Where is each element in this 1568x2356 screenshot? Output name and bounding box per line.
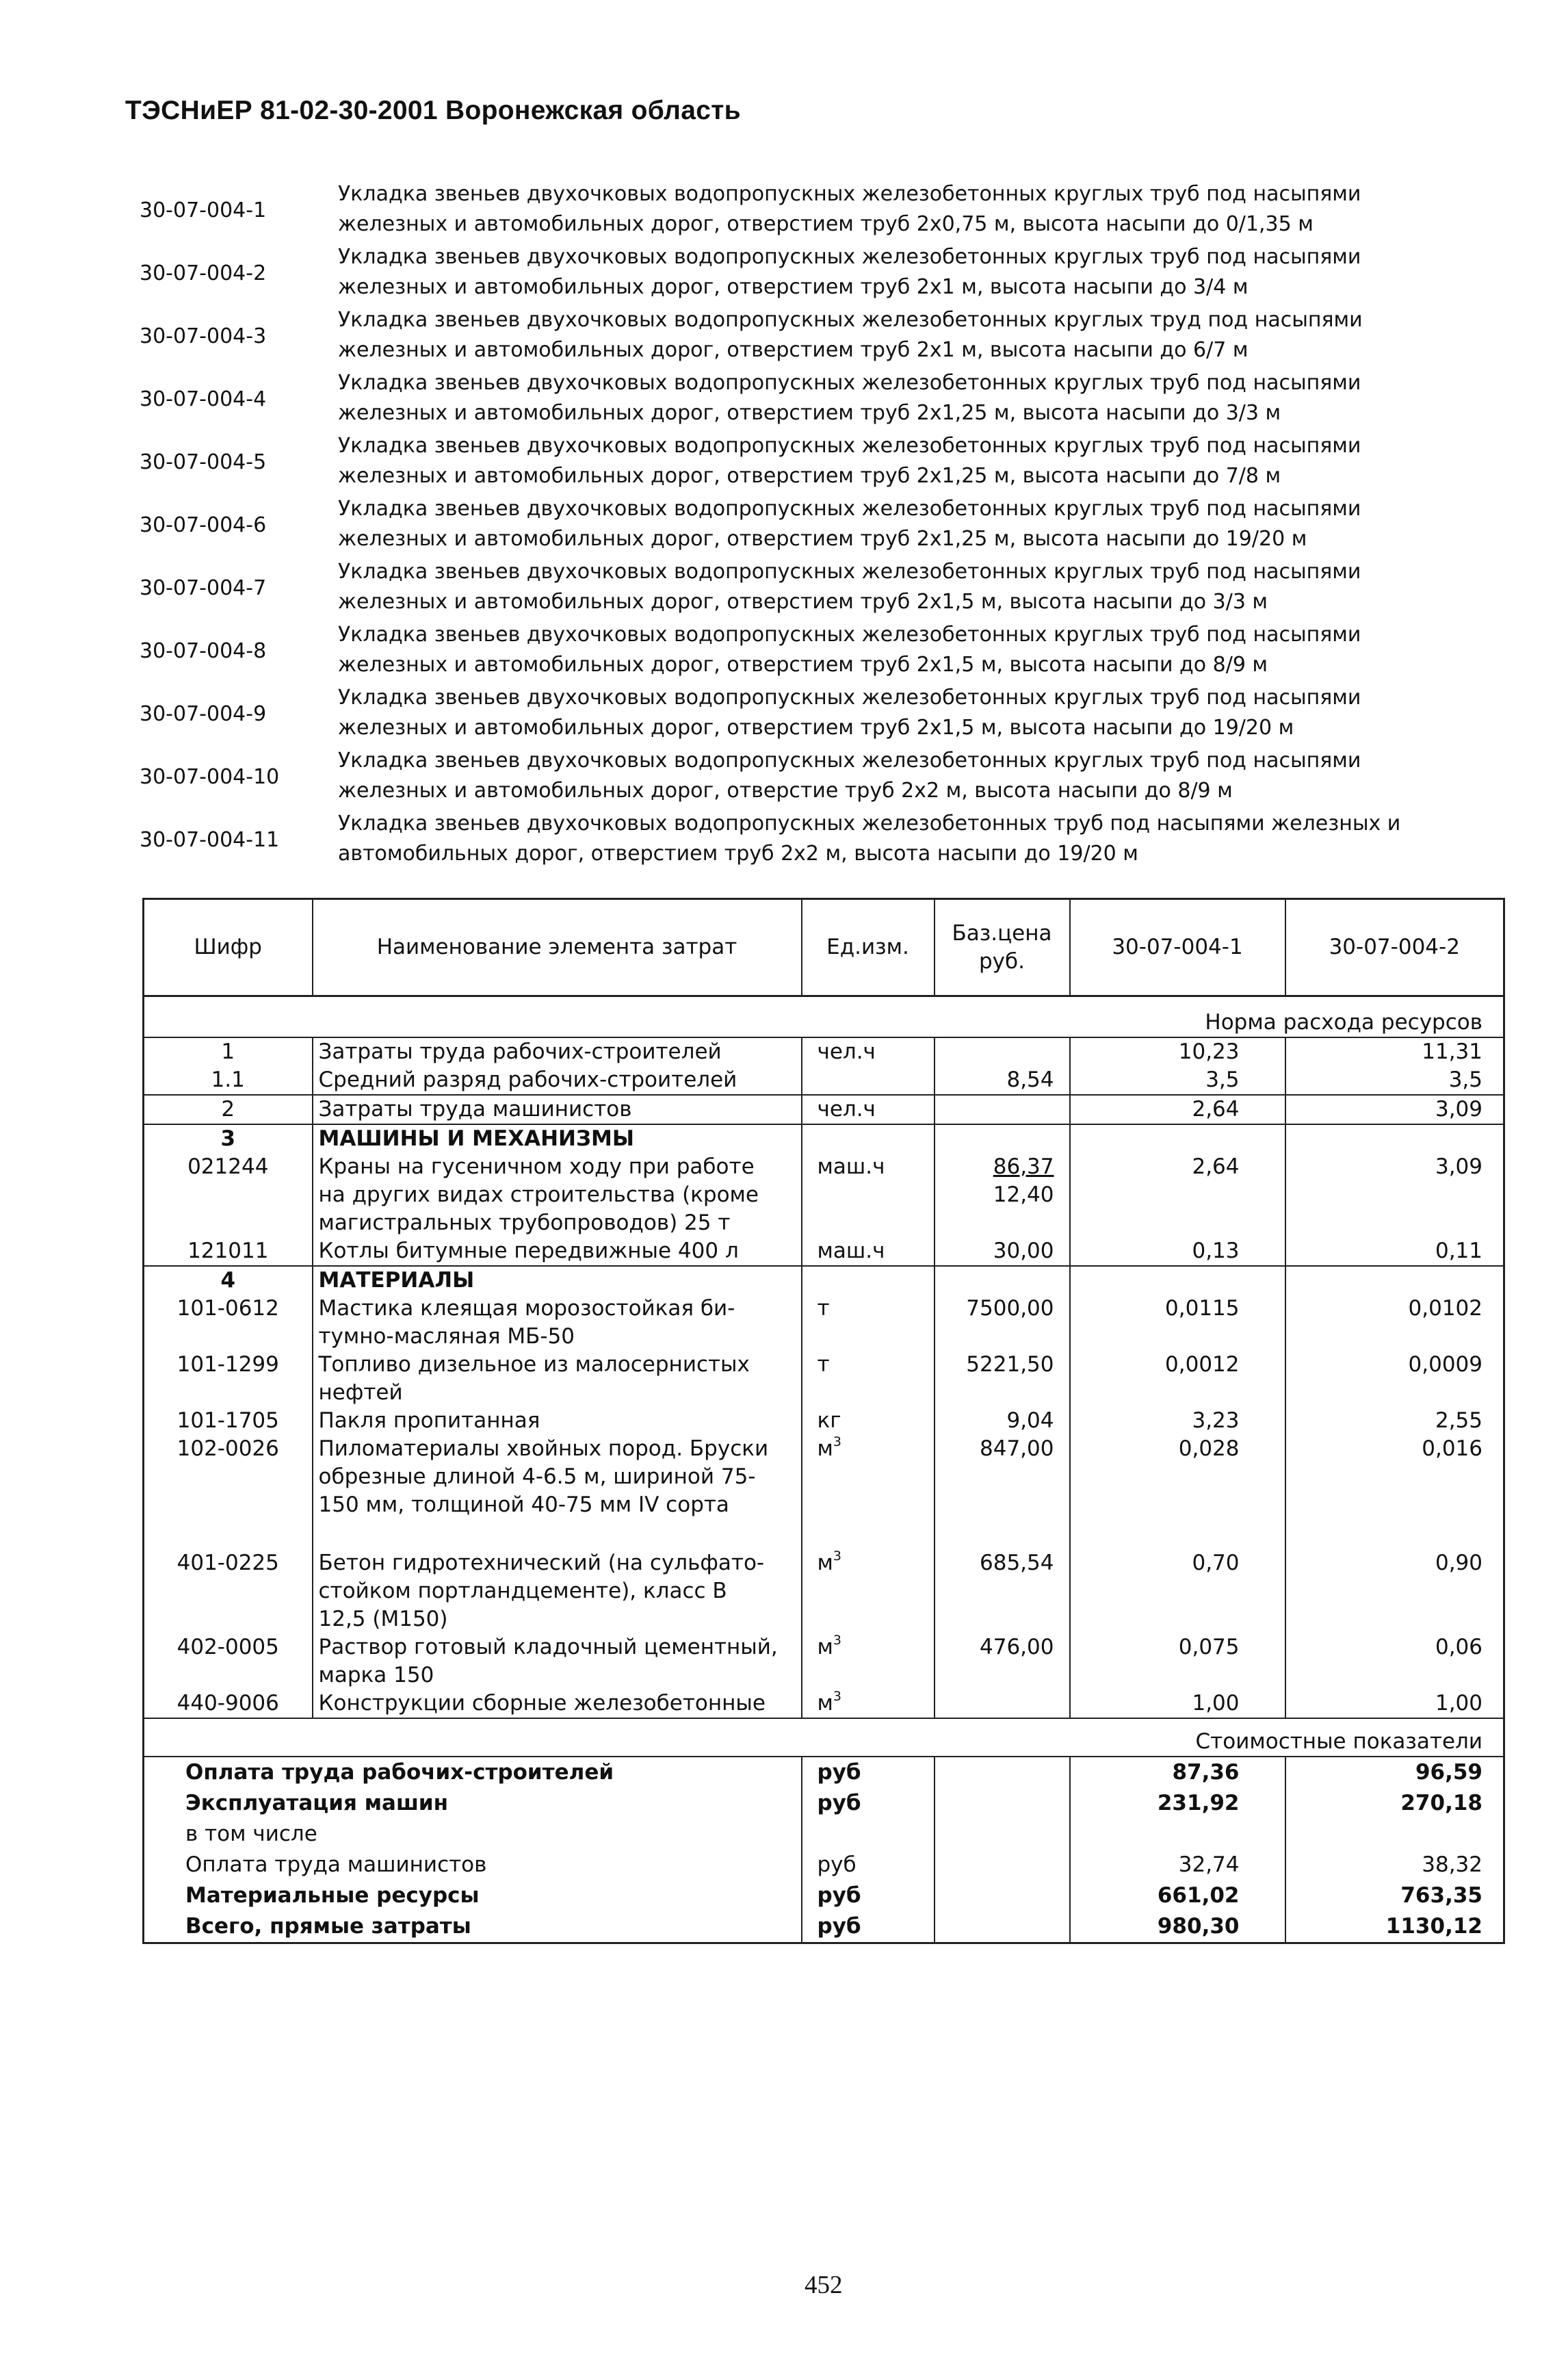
table-row (144, 1237, 1504, 1266)
row-name (313, 1295, 802, 1351)
row-value-col2 (1285, 1266, 1504, 1295)
unit-superscript: 3 (833, 1434, 841, 1450)
row-unit-cell (802, 1351, 935, 1407)
row-name-line: Краны на гусеничном ходу при работе (318, 1154, 755, 1179)
header-price-line1: Баз.цена (952, 920, 1052, 946)
cost-value-col1: 87,36 (1070, 1757, 1285, 1788)
row-value-col1: 0,70 (1070, 1549, 1285, 1633)
cost-row (144, 1911, 1504, 1943)
cost-value-col2: 96,59 (1285, 1757, 1504, 1788)
row-unit: чел.ч (817, 1096, 876, 1122)
code-entry (140, 242, 1508, 305)
row-code: 4 (144, 1266, 313, 1295)
code-description (338, 683, 1508, 746)
table-row (144, 1633, 1504, 1690)
table-row (144, 1153, 1504, 1237)
cost-unit: руб (802, 1788, 935, 1819)
row-price-line: 9,04 (1006, 1408, 1054, 1433)
unit-superscript: 3 (833, 1689, 841, 1705)
row-name-line: на других видах строительства (кроме (318, 1182, 759, 1207)
code-entry (140, 557, 1508, 620)
code-entry (140, 620, 1508, 683)
row-value-col2: 0,11 (1285, 1237, 1504, 1266)
row-value-col2: 0,90 (1285, 1549, 1504, 1633)
row-code: 102-0026 (144, 1435, 313, 1549)
code-entry (140, 809, 1508, 872)
header-price (935, 899, 1070, 996)
code-description (338, 305, 1508, 368)
row-unit-cell (802, 1066, 935, 1095)
cost-row (144, 1788, 1504, 1819)
row-code: 1.1 (144, 1066, 313, 1095)
code-description (338, 620, 1508, 683)
code-description (338, 746, 1508, 809)
table-row (144, 1037, 1504, 1066)
row-price (935, 1549, 1070, 1633)
cost-label-text: Эксплуатация машин (144, 1788, 802, 1819)
cost-label-text: Оплата труда машинистов (144, 1850, 802, 1880)
row-name (313, 1237, 802, 1266)
row-unit-cell (802, 1435, 935, 1549)
row-value-col2: 0,0009 (1285, 1351, 1504, 1407)
resource-table (142, 898, 1505, 1944)
row-name-line: МАШИНЫ И МЕХАНИЗМЫ (318, 1126, 634, 1151)
unit-superscript: 3 (833, 1549, 841, 1564)
row-price (935, 1435, 1070, 1549)
row-code: 2 (144, 1095, 313, 1124)
row-price (935, 1237, 1070, 1266)
row-name-line: марка 150 (318, 1662, 434, 1687)
row-price-line: 685,54 (980, 1550, 1054, 1575)
cost-row (144, 1757, 1504, 1788)
row-code: 440-9006 (144, 1690, 313, 1718)
table-row (144, 1066, 1504, 1095)
row-name (313, 1153, 802, 1237)
cost-unit: руб (802, 1850, 935, 1880)
cost-value-col2: 763,35 (1285, 1880, 1504, 1911)
header-col1: 30-07-004-1 (1070, 899, 1285, 996)
cost-value-col1: 231,92 (1070, 1788, 1285, 1819)
header-unit: Ед.изм. (802, 899, 935, 996)
row-value-col1: 0,0115 (1070, 1295, 1285, 1351)
row-unit-cell (802, 1124, 935, 1153)
row-name (313, 1690, 802, 1718)
row-unit-cell (802, 1095, 935, 1124)
row-name (313, 1633, 802, 1690)
page-number: 452 (805, 2271, 843, 2299)
code-description-line: автомобильных дорог, отверстием труб 2х2 м, высота насыпи до 19/20 м (338, 842, 1138, 866)
row-code: 101-1705 (144, 1407, 313, 1435)
row-value-col1: 0,075 (1070, 1633, 1285, 1690)
code-entry (140, 746, 1508, 809)
codes-list (140, 179, 1508, 872)
cost-row (144, 1850, 1504, 1880)
code-description-line: Укладка звеньев двухочковых водопропускных железобетонных круглых труд под насыпями (338, 308, 1363, 332)
row-name-line: стойком портландцементе), класс В (318, 1578, 727, 1603)
table-row (144, 1351, 1504, 1407)
code-entry (140, 683, 1508, 746)
code-description (338, 494, 1508, 557)
row-value-col1: 10,23 (1070, 1037, 1285, 1066)
table-header-row (144, 899, 1504, 996)
row-price-line: 476,00 (980, 1634, 1054, 1659)
row-price-line: 5221,50 (966, 1351, 1054, 1377)
row-code: 101-0612 (144, 1295, 313, 1351)
code-id: 30-07-004-9 (140, 702, 267, 726)
row-value-col2: 3,5 (1285, 1066, 1504, 1095)
table-row (144, 1435, 1504, 1549)
cost-unit (802, 1819, 935, 1850)
code-description-line: железных и автомобильных дорог, отверстие труб 2х2 м, высота насыпи до 8/9 м (338, 779, 1233, 803)
cost-value-col1: 32,74 (1070, 1850, 1285, 1880)
row-price-line: 86,37 (993, 1154, 1054, 1179)
row-name-line: Затраты труда рабочих-строителей (318, 1039, 722, 1064)
row-code: 121011 (144, 1237, 313, 1266)
code-entry (140, 179, 1508, 242)
cost-row (144, 1819, 1504, 1850)
row-code: 1 (144, 1037, 313, 1066)
row-name (313, 1066, 802, 1095)
code-id: 30-07-004-3 (140, 324, 267, 348)
code-id: 30-07-004-2 (140, 261, 267, 285)
row-name-line: Мастика клеящая морозостойкая би- (318, 1295, 735, 1321)
row-price (935, 1266, 1070, 1295)
row-name-line: Топливо дизельное из малосернистых (318, 1351, 750, 1377)
row-price-line: 12,40 (993, 1182, 1054, 1207)
row-unit-cell (802, 1295, 935, 1351)
code-description (338, 557, 1508, 620)
row-value-col2: 3,09 (1285, 1095, 1504, 1124)
row-name-line: Конструкции сборные железобетонные (318, 1690, 766, 1716)
row-price (935, 1153, 1070, 1237)
row-value-col1: 2,64 (1070, 1153, 1285, 1237)
row-code: 3 (144, 1124, 313, 1153)
table-row (144, 1095, 1504, 1124)
row-price-line: 8,54 (1006, 1067, 1054, 1092)
code-id: 30-07-004-6 (140, 513, 267, 537)
row-name (313, 1266, 802, 1295)
cost-row (144, 1880, 1504, 1911)
row-name (313, 1435, 802, 1549)
code-description-line: Укладка звеньев двухочковых водопропускных железобетонных круглых труб под насыпями (338, 245, 1361, 269)
row-name-line: Котлы битумные передвижные 400 л (318, 1238, 739, 1263)
row-price (935, 1351, 1070, 1407)
row-unit-cell (802, 1266, 935, 1295)
row-name (313, 1037, 802, 1066)
row-price-line: 7500,00 (966, 1295, 1054, 1321)
code-description-line: железных и автомобильных дорог, отверстием труб 2х1,25 м, высота насыпи до 3/3 м (338, 401, 1281, 425)
norm-label-row (144, 996, 1504, 1037)
row-value-col2: 2,55 (1285, 1407, 1504, 1435)
code-id: 30-07-004-5 (140, 450, 267, 474)
row-name (313, 1124, 802, 1153)
row-value-col1 (1070, 1266, 1285, 1295)
header-code: Шифр (144, 899, 313, 996)
code-description-line: Укладка звеньев двухочковых водопропускных железобетонных круглых труб под насыпями (338, 371, 1361, 395)
row-name-line: тумно-масляная МБ-50 (318, 1323, 575, 1349)
cost-unit: руб (802, 1911, 935, 1943)
table-row (144, 1407, 1504, 1435)
row-price (935, 1690, 1070, 1718)
row-unit-cell (802, 1549, 935, 1633)
cost-unit: руб (802, 1880, 935, 1911)
row-price-line: 30,00 (993, 1238, 1054, 1263)
row-unit: м (817, 1634, 833, 1659)
row-price (935, 1407, 1070, 1435)
row-name-line: Раствор готовый кладочный цементный, (318, 1634, 778, 1659)
row-unit: кг (817, 1408, 841, 1433)
row-value-col2: 0,016 (1285, 1435, 1504, 1549)
code-id: 30-07-004-11 (140, 828, 280, 852)
header-name: Наименование элемента затрат (313, 899, 802, 996)
row-unit: м (817, 1436, 833, 1461)
row-unit-cell (802, 1237, 935, 1266)
row-name (313, 1407, 802, 1435)
cost-value-col2: 38,32 (1285, 1850, 1504, 1880)
row-value-col2: 0,06 (1285, 1633, 1504, 1690)
cost-value-col2: 270,18 (1285, 1788, 1504, 1819)
code-description-line: железных и автомобильных дорог, отверстием труб 2х1,25 м, высота насыпи до 7/8 м (338, 464, 1281, 488)
cost-label-text: Материальные ресурсы (144, 1880, 802, 1911)
row-name (313, 1351, 802, 1407)
row-name-line: МАТЕРИАЛЫ (318, 1267, 475, 1293)
cost-label-text: Всего, прямые затраты (144, 1911, 802, 1943)
row-code: 401-0225 (144, 1549, 313, 1633)
code-description (338, 809, 1508, 872)
cost-value-col1: 980,30 (1070, 1911, 1285, 1943)
code-description-line: Укладка звеньев двухочковых водопропускных железобетонных круглых труб под насыпями (338, 686, 1361, 710)
code-id: 30-07-004-4 (140, 387, 267, 411)
row-price (935, 1037, 1070, 1066)
code-description-line: железных и автомобильных дорог, отверстием труб 2х1,25 м, высота насыпи до 19/20 м (338, 527, 1307, 551)
code-description-line: Укладка звеньев двухочковых водопропускных железобетонных круглых труб под насыпями (338, 560, 1361, 584)
row-value-col2: 1,00 (1285, 1690, 1504, 1718)
code-entry (140, 431, 1508, 494)
row-unit: м (817, 1550, 833, 1575)
code-id: 30-07-004-10 (140, 765, 280, 789)
row-unit: т (817, 1295, 830, 1321)
code-description (338, 431, 1508, 494)
row-name-line: Затраты труда машинистов (318, 1096, 632, 1122)
code-description-line: Укладка звеньев двухочковых водопропускных железобетонных труб под насыпями железных и (338, 812, 1401, 836)
code-description-line: железных и автомобильных дорог, отверстием труб 2х1 м, высота насыпи до 6/7 м (338, 338, 1249, 362)
document-title: ТЭСНиЕР 81-02-30-2001 Воронежская область (125, 96, 741, 125)
row-name-line: Бетон гидротехнический (на сульфато- (318, 1550, 765, 1575)
table-row (144, 1690, 1504, 1718)
cost-label: Стоимостные показатели (1070, 1718, 1504, 1757)
code-description-line: железных и автомобильных дорог, отверстием труб 2х1,5 м, высота насыпи до 8/9 м (338, 653, 1268, 677)
row-unit: т (817, 1351, 830, 1377)
code-entry (140, 494, 1508, 557)
row-code: 402-0005 (144, 1633, 313, 1690)
code-description-line: Укладка звеньев двухочковых водопропускных железобетонных круглых труб под насыпями (338, 497, 1361, 521)
row-unit-cell (802, 1407, 935, 1435)
cost-label-text: в том числе (144, 1819, 802, 1850)
header-price-line2: руб. (979, 948, 1025, 974)
code-description-line: железных и автомобильных дорог, отверстием труб 2х1,5 м, высота насыпи до 19/20 м (338, 716, 1294, 740)
row-value-col1: 1,00 (1070, 1690, 1285, 1718)
code-description-line: железных и автомобильных дорог, отверстием труб 2х1,5 м, высота насыпи до 3/3 м (338, 590, 1268, 614)
code-id: 30-07-004-1 (140, 198, 267, 222)
header-col2: 30-07-004-2 (1285, 899, 1504, 996)
row-unit-cell (802, 1153, 935, 1237)
code-description-line: Укладка звеньев двухочковых водопропускных железобетонных круглых труб под насыпями (338, 182, 1361, 206)
code-description-line: Укладка звеньев двухочковых водопропускных железобетонных круглых труб под насыпями (338, 623, 1361, 647)
code-description-line: железных и автомобильных дорог, отверстием труб 2х1 м, высота насыпи до 3/4 м (338, 275, 1249, 299)
row-unit: м (817, 1690, 833, 1716)
row-unit-cell (802, 1690, 935, 1718)
row-price (935, 1066, 1070, 1095)
row-name-line: Пакля пропитанная (318, 1408, 540, 1433)
table-row (144, 1295, 1504, 1351)
cost-value-col2 (1285, 1819, 1504, 1850)
cost-value-col1: 661,02 (1070, 1880, 1285, 1911)
row-value-col1: 3,23 (1070, 1407, 1285, 1435)
code-description-line: Укладка звеньев двухочковых водопропускных железобетонных круглых труб под насыпями (338, 749, 1361, 773)
table-row (144, 1266, 1504, 1295)
cost-label-row (144, 1718, 1504, 1757)
row-price-line: 847,00 (980, 1436, 1054, 1461)
row-name-line: магистральных трубопроводов) 25 т (318, 1210, 731, 1235)
row-value-col1: 0,028 (1070, 1435, 1285, 1549)
cost-label-text: Оплата труда рабочих-строителей (144, 1757, 802, 1788)
row-name-line: 12,5 (М150) (318, 1606, 448, 1631)
row-price (935, 1633, 1070, 1690)
code-description-line: железных и автомобильных дорог, отверстием труб 2х0,75 м, высота насыпи до 0/1,35 м (338, 212, 1314, 236)
row-value-col1: 0,13 (1070, 1237, 1285, 1266)
code-id: 30-07-004-7 (140, 576, 267, 600)
cost-value-col2: 1130,12 (1285, 1911, 1504, 1943)
cost-value-col1 (1070, 1819, 1285, 1850)
row-name-line: обрезные длиной 4-6.5 м, шириной 75- (318, 1464, 756, 1489)
row-value-col2: 3,09 (1285, 1153, 1504, 1237)
row-name (313, 1095, 802, 1124)
row-value-col1: 2,64 (1070, 1095, 1285, 1124)
code-description (338, 368, 1508, 431)
row-name-line: нефтей (318, 1380, 403, 1405)
cost-unit: руб (802, 1757, 935, 1788)
row-value-col2: 11,31 (1285, 1037, 1504, 1066)
row-name-line: Пиломатериалы хвойных пород. Бруски (318, 1436, 769, 1461)
row-name-line: 150 мм, толщиной 40-75 мм IV сорта (318, 1492, 729, 1517)
code-id: 30-07-004-8 (140, 639, 267, 663)
unit-superscript: 3 (833, 1633, 841, 1648)
row-unit-cell (802, 1037, 935, 1066)
row-value-col2 (1285, 1124, 1504, 1153)
row-name (313, 1549, 802, 1633)
row-value-col2: 0,0102 (1285, 1295, 1504, 1351)
code-description-line: Укладка звеньев двухочковых водопропускных железобетонных круглых труб под насыпями (338, 434, 1361, 458)
row-price (935, 1095, 1070, 1124)
row-unit: чел.ч (817, 1039, 876, 1064)
row-unit: маш.ч (817, 1154, 885, 1179)
row-name-line: Средний разряд рабочих-строителей (318, 1067, 737, 1092)
code-entry (140, 368, 1508, 431)
row-unit-cell (802, 1633, 935, 1690)
row-value-col1: 0,0012 (1070, 1351, 1285, 1407)
row-value-col1: 3,5 (1070, 1066, 1285, 1095)
code-entry (140, 305, 1508, 368)
row-code: 101-1299 (144, 1351, 313, 1407)
table-row (144, 1124, 1504, 1153)
table-row (144, 1549, 1504, 1633)
norm-label: Норма расхода ресурсов (1070, 996, 1504, 1037)
row-unit: маш.ч (817, 1238, 885, 1263)
row-value-col1 (1070, 1124, 1285, 1153)
row-code: 021244 (144, 1153, 313, 1237)
code-description (338, 179, 1508, 242)
code-description (338, 242, 1508, 305)
row-price (935, 1124, 1070, 1153)
row-price (935, 1295, 1070, 1351)
